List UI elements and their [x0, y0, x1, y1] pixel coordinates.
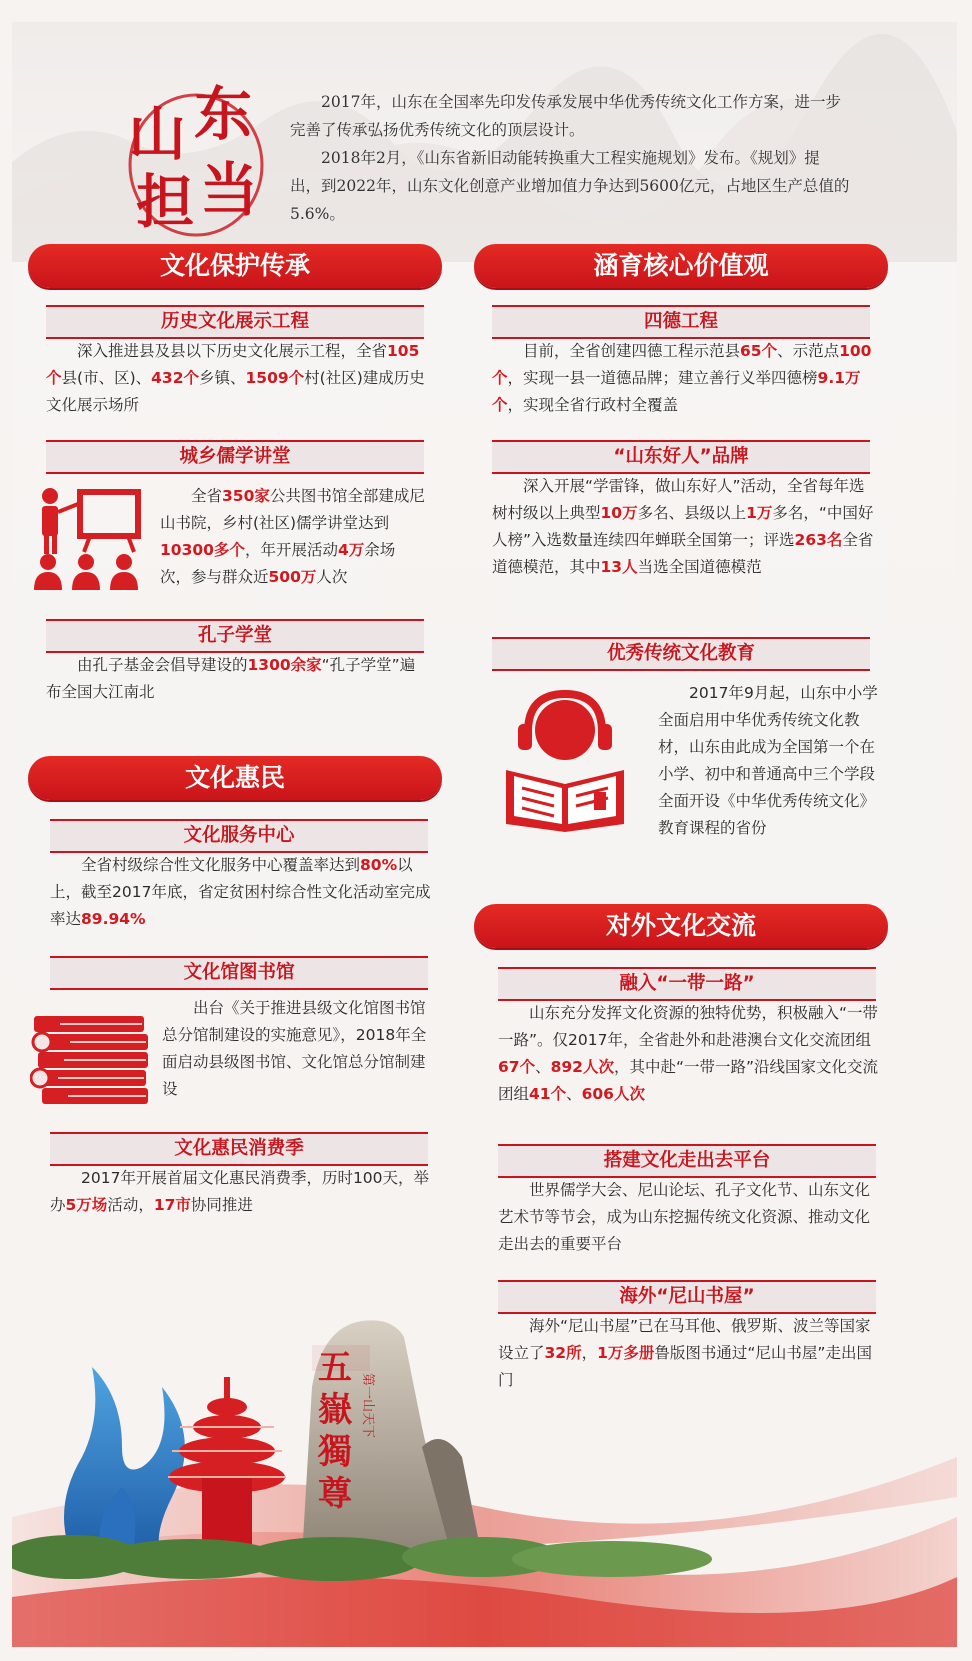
intro-text: [290, 88, 850, 228]
seal-char-1: 东: [194, 80, 253, 148]
stat-model-counties: 65个: [740, 342, 778, 360]
stat-virtue-boards: 9.1万个: [492, 369, 861, 414]
section-banner-exchange: 对外文化交流: [474, 904, 888, 948]
landmark-illustration: [12, 1307, 957, 1647]
rock-char-2: 嶽: [318, 1390, 352, 1430]
service-center-text: 全省村级综合性文化服务中心覆盖率达到80%以上，截至2017年底，省定贫困村综合性文化活动室完成率达89.94%: [50, 856, 431, 928]
stat-books: 1万多册: [597, 1344, 655, 1362]
stat-bookstores: 32所: [544, 1344, 582, 1362]
four-virtues-text: 目前，全省创建四德工程示范县65个、示范点100个，实现一县一道德品牌；建立善行义举四德榜9.1万个，实现全省行政村全覆盖: [492, 342, 872, 414]
subheader-nishan-overseas: 海外“尼山书屋”: [498, 1280, 876, 1314]
section-banner-values: 涵育核心价值观: [474, 244, 888, 288]
stat-participants: 500万: [268, 568, 317, 586]
section-banner-heritage: 文化保护传承: [28, 244, 442, 288]
subheader-going-out-platform: 搭建文化走出去平台: [498, 1144, 876, 1178]
stat-br-groups: 41个: [529, 1085, 567, 1103]
stat-county-models: 1万: [746, 504, 773, 522]
stat-counties: 105个: [46, 342, 420, 387]
subheader-belt-road: 融入“一带一路”: [498, 967, 876, 1001]
section-banner-benefit: 文化惠民: [28, 756, 442, 800]
stat-village-models: 10万: [600, 504, 638, 522]
infographic-page: [12, 22, 957, 1647]
good-people-text: 深入开展“学雷锋，做山东好人”活动，全省每年选树村级以上典型10万多名、县级以上1万多名，“中国好人榜”入选数量连续四年蝉联全国第一；评选263名全省道德模范，其中13人当选全国道德模范: [492, 477, 874, 576]
stat-model-sites: 100个: [492, 342, 872, 387]
stat-cities: 17市: [153, 1196, 191, 1214]
subheader-service-center: 文化服务中心: [50, 819, 428, 853]
books-stack-icon: [30, 1014, 152, 1110]
confucian-lecture-text: 全省350家公共图书馆全部建成尼山书院，乡村(社区)儒学讲堂达到10300多个，年开展活动4万余场次，参与群众近500万人次: [160, 487, 425, 586]
subheader-consumption-season: 文化惠民消费季: [50, 1132, 428, 1166]
stat-coverage: 80%: [360, 856, 398, 874]
subheader-history-display: 历史文化展示工程: [46, 305, 424, 339]
belt-road-text: 山东充分发挥文化资源的独特优势，积极融入“一带一路”。仅2017年，全省赴外和赴港澳台文化交流团组67个、892人次，其中赴“一带一路”沿线国家文化交流团组41个、606人次: [498, 1004, 879, 1103]
stat-events: 5万场: [65, 1196, 108, 1214]
stat-completion: 89.94%: [81, 910, 146, 928]
stat-lecture-halls: 10300多个: [160, 541, 245, 559]
confucius-school-text: 由孔子基金会倡导建设的1300余家“孔子学堂”遍布全国大江南北: [46, 656, 416, 701]
rock-char-4: 尊: [318, 1474, 352, 1514]
subheader-confucian-lecture: 城乡儒学讲堂: [46, 440, 424, 474]
stat-towns: 432个: [151, 369, 199, 387]
stat-confucius-schools: 1300余家: [247, 656, 322, 674]
stat-br-visits: 606人次: [581, 1085, 645, 1103]
library-text: 出台《关于推进县级文化馆图书馆总分馆制建设的实施意见》，2018年全面启动县级图书馆、文化馆总分馆制建设: [162, 999, 427, 1098]
rock-char-1: 五: [318, 1348, 352, 1388]
stat-visits: 892人次: [550, 1058, 614, 1076]
subheader-traditional-education: 优秀传统文化教育: [492, 637, 870, 671]
subheader-confucius-school: 孔子学堂: [46, 619, 424, 653]
rock-small-inscription: 第一山天下: [360, 1373, 375, 1439]
reader-headphones-icon: [490, 684, 640, 834]
going-out-platform-text: 世界儒学大会、尼山论坛、孔子文化节、山东文化艺术节等节会，成为山东挖掘传统文化资源、推动文化走出去的重要平台: [498, 1181, 871, 1253]
consumption-season-text: 2017年开展首届文化惠民消费季，历时100天，举办5万场活动，17市协同推进: [50, 1169, 430, 1214]
stat-national-models: 13人: [600, 558, 638, 576]
history-display-text: 深入推进县及县以下历史文化展示工程，全省105个县(市、区)、432个乡镇、1509个村(社区)建成历史文化展示场所: [46, 342, 425, 414]
shandong-seal-logo: [122, 77, 270, 247]
subheader-good-people: “山东好人”品牌: [492, 440, 870, 474]
stat-activities: 4万: [337, 541, 365, 559]
subheader-four-virtues: 四德工程: [492, 305, 870, 339]
teacher-classroom-icon: [28, 486, 146, 598]
intro-paragraph-2: 2018年2月，《山东省新旧动能转换重大工程实施规划》发布。《规划》提出，到2022年，山东文化创意产业增加值力争达到5600亿元，占地区生产总值的5.6%。: [290, 149, 850, 223]
rock-char-3: 獨: [318, 1432, 352, 1472]
stat-villages: 1509个: [245, 369, 305, 387]
stat-moral-models: 263名: [794, 531, 843, 549]
traditional-education-text: 2017年9月起，山东中小学全面启用中华优秀传统文化教材，山东由此成为全国第一个在小学、初中和普通高中三个学段全面开设《中华优秀传统文化》教育课程的省份: [658, 684, 878, 837]
seal-char-4: 当: [200, 156, 259, 224]
intro-paragraph-1: 2017年，山东在全国率先印发传承发展中华优秀传统文化工作方案，进一步完善了传承弘扬优秀传统文化的顶层设计。: [290, 93, 841, 139]
seal-char-2: 山: [128, 100, 187, 168]
stat-groups: 67个: [498, 1058, 536, 1076]
subheader-library: 文化馆图书馆: [50, 956, 428, 990]
stat-libraries: 350家: [222, 487, 270, 505]
seal-char-3: 担: [136, 168, 195, 236]
nishan-overseas-text: 海外“尼山书屋”已在马耳他、俄罗斯、波兰等国家设立了32所，1万多册鲁版图书通过“尼山书屋”走出国门: [498, 1317, 872, 1389]
